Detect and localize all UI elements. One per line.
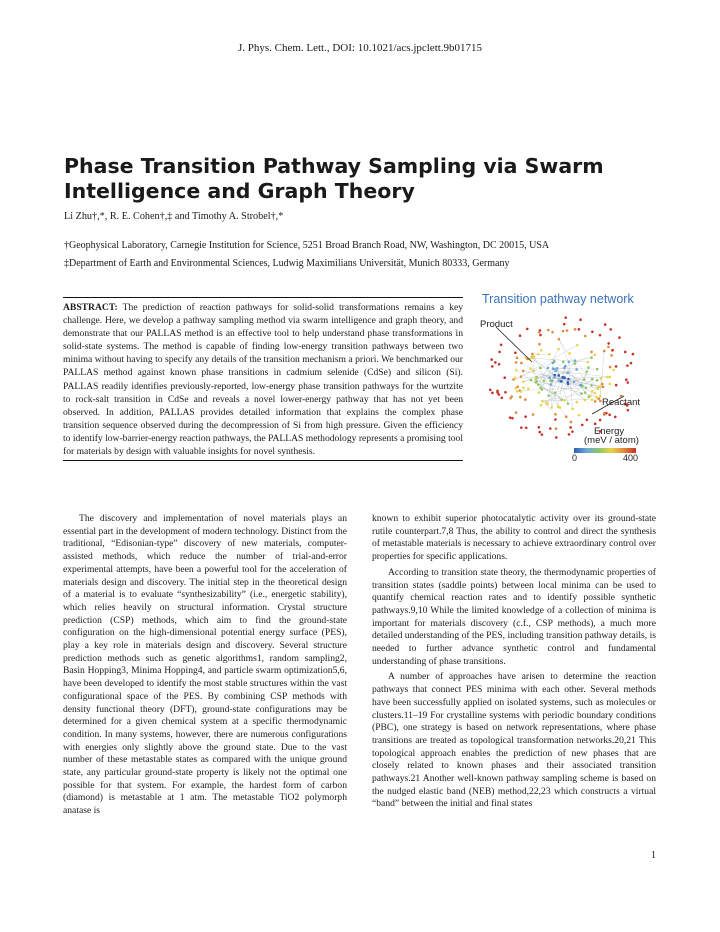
affiliations — [64, 237, 549, 273]
network-node — [534, 378, 537, 381]
network-node — [585, 387, 588, 390]
network-node — [580, 384, 583, 387]
network-node — [591, 330, 594, 333]
network-node — [538, 391, 541, 394]
network-node — [609, 376, 612, 379]
network-node — [573, 380, 576, 383]
network-node — [558, 338, 561, 341]
network-node — [509, 397, 512, 400]
network-node — [574, 359, 577, 362]
network-node — [547, 329, 550, 332]
network-node — [489, 389, 492, 392]
network-node — [522, 386, 525, 389]
network-node — [586, 361, 589, 364]
network-node — [589, 394, 592, 397]
network-node — [585, 370, 588, 373]
network-node — [519, 334, 522, 337]
page-number: 1 — [651, 850, 656, 861]
abstract-box — [63, 297, 463, 461]
scale-min-label: 0 — [572, 453, 578, 463]
network-node — [516, 357, 519, 360]
network-node — [509, 416, 512, 419]
network-node — [584, 335, 587, 338]
abstract-text: The prediction of reaction pathways for solid-solid transformations remains a key challenge. Here, we develop a pathway sampling method via swarm intelligence and graph theory, and demonstrate that our PALLAS method is an effective tool to help understand phase transformations in solid-state systems. The method is capable of finding low-energy transition pathways between two minima without having to specify any details of the transition mechanism a priori. We benchmarked our PALLAS method against known phase transitions in cadmium selenide (CdSe) and silicon (Si). PALLAS readily identifies previously-reported, low-energy phase transition pathways for the wurtzite to rock-salt transition in CdSe and reveals a novel lower-energy pathway that has not yet been observed. In addition, PALLAS provides detailed information that explains the complex phase transition sequence observed during the decompression of Si from high pressure. Given the efficiency to identify low-barrier-energy reaction pathways, the PALLAS methodology represents a promising tool for materials by design with valuable insights for novel synthesis. — [63, 302, 463, 458]
network-node — [607, 346, 610, 349]
network-node — [549, 427, 552, 430]
network-node — [515, 361, 518, 364]
network-node — [538, 426, 541, 429]
network-node — [498, 363, 501, 366]
network-node — [601, 383, 604, 386]
network-node — [571, 408, 574, 411]
network-node — [516, 390, 519, 393]
network-node — [557, 406, 560, 409]
network-node — [604, 323, 607, 326]
toc-graphic — [474, 292, 660, 464]
network-node — [564, 365, 567, 368]
network-node — [578, 328, 581, 331]
network-node — [618, 336, 621, 339]
network-node — [527, 387, 530, 390]
network-node — [569, 426, 572, 429]
network-node — [545, 401, 548, 404]
network-node — [612, 369, 615, 372]
network-node — [624, 351, 627, 354]
network-node — [504, 391, 507, 394]
network-node — [606, 376, 609, 379]
network-node — [522, 370, 525, 373]
paper-title: Phase Transition Pathway Sampling via Swarm Intelligence and Graph Theory — [64, 154, 604, 203]
network-node — [603, 350, 606, 353]
running-header: J. Phys. Chem. Lett., DOI: 10.1021/acs.jpclett.9b01715 — [237, 42, 483, 54]
network-node — [535, 381, 538, 384]
paragraph: A number of approaches have arisen to determine the reaction pathways that connect PES minima with each other. Several methods have been successfully applied on isolated systems, such as molecules or clusters.11–19 For crystalline systems with periodic boundary conditions (PBC), one strategy is based on network representations, where phase transitions are treated as topological transformation networks.20,21 This topological approach enables the prediction of new phases that are closely related to known phases and their associated transition pathways.21 Another well-known pathway sampling scheme is based on the nudged elastic band (NEB) method,22,23 which constructs a virtual “band” between the initial and final states — [372, 671, 656, 810]
network-node — [520, 390, 523, 393]
network-node — [609, 328, 612, 331]
network-node — [514, 351, 517, 354]
paragraph: According to transition state theory, the thermodynamic properties of transition states (saddle points) between local minima can be used to quantify chemical reaction rates and to identify possible synthetic pathways.9,10 While the limited knowledge of a collection of minima is important for materials discovery (c.f., CSP methods), a much more detailed understanding of the PES, including transition pathway details, is needed to further advance synthetic control and fundamental understanding of phase transitions. — [372, 566, 656, 667]
network-node — [520, 426, 523, 429]
network-node — [575, 368, 578, 371]
scale-max-label: 400 — [623, 453, 639, 463]
network-node — [600, 377, 603, 380]
network-node — [519, 396, 522, 399]
network-node — [568, 433, 571, 436]
network-node — [538, 343, 541, 346]
network-node — [564, 316, 567, 319]
network-node — [614, 416, 617, 419]
network-node — [491, 365, 494, 368]
energy-unit-label: (meV / atom) — [584, 435, 639, 446]
network-node — [520, 362, 523, 365]
network-node — [553, 360, 556, 363]
network-node — [562, 330, 565, 333]
network-node — [550, 380, 553, 383]
network-node — [539, 386, 542, 389]
network-node — [632, 353, 635, 356]
network-node — [524, 415, 527, 418]
network-node — [599, 419, 602, 422]
network-node — [501, 396, 504, 399]
network-node — [608, 383, 611, 386]
network-node — [590, 357, 593, 360]
network-node — [553, 376, 556, 379]
network-node — [590, 351, 593, 354]
network-node — [566, 329, 569, 332]
network-node — [615, 365, 618, 368]
network-node — [540, 349, 543, 352]
network-node — [555, 436, 558, 439]
network-node — [494, 361, 497, 364]
network-node — [570, 421, 573, 424]
network-node — [565, 415, 568, 418]
network-node — [522, 380, 525, 383]
network-node — [578, 414, 581, 417]
network-node — [603, 412, 606, 415]
network-node — [594, 392, 597, 395]
network-node — [539, 334, 542, 337]
network-node — [574, 362, 577, 365]
network-node — [552, 367, 555, 370]
network-node — [555, 370, 558, 373]
network-node — [590, 384, 593, 387]
network-node — [608, 413, 611, 416]
network-node — [563, 399, 566, 402]
network-node — [549, 383, 552, 386]
network-node — [516, 385, 519, 388]
body-column-left — [63, 513, 347, 818]
network-node — [597, 388, 600, 391]
network-node — [537, 383, 540, 386]
network-node — [584, 391, 587, 394]
network-node — [525, 426, 528, 429]
network-node — [515, 369, 518, 372]
network-node — [599, 334, 602, 337]
network-node — [580, 392, 583, 395]
network-node — [511, 417, 514, 420]
network-node — [591, 390, 594, 393]
network-node — [615, 384, 618, 387]
product-label: Product — [480, 319, 513, 330]
network-node — [607, 342, 610, 345]
network-node — [596, 368, 599, 371]
network-node — [626, 364, 629, 367]
network-node — [550, 406, 553, 409]
network-node — [587, 366, 590, 369]
network-node — [596, 379, 599, 382]
network-node — [586, 418, 589, 421]
network-node — [532, 413, 535, 416]
network-node — [626, 381, 629, 384]
network-node — [609, 366, 612, 369]
network-node — [597, 385, 600, 388]
network-node — [491, 392, 494, 395]
network-node — [594, 353, 597, 356]
network-node — [560, 380, 563, 383]
network-node — [557, 374, 560, 377]
abstract-label: ABSTRACT: — [63, 302, 118, 313]
network-node — [574, 328, 577, 331]
network-node — [515, 411, 518, 414]
body-column-right — [372, 513, 656, 811]
affiliation-2: ‡Department of Earth and Environmental Sciences, Ludwig Maximilians Universität, Munich 80333, Germany — [64, 258, 510, 269]
network-node — [630, 362, 633, 365]
energy-label: Energy — [594, 426, 625, 437]
network-node — [551, 331, 554, 334]
network-node — [591, 398, 594, 401]
network-node — [579, 318, 582, 321]
network-node — [547, 394, 550, 397]
network-node — [531, 353, 534, 356]
network-node — [602, 386, 605, 389]
network-node — [526, 328, 529, 331]
network-node — [524, 398, 527, 401]
toc-graphic-title: Transition pathway network — [482, 292, 634, 306]
author-list: Li Zhu†,*, R. E. Cohen†,‡ and Timothy A. Strobel†,* — [64, 211, 284, 222]
network-node — [566, 371, 569, 374]
network-node — [576, 344, 579, 347]
network-node — [496, 390, 499, 393]
network-node — [538, 331, 541, 334]
network-node — [490, 358, 493, 361]
network-node — [568, 352, 571, 355]
network-node — [627, 409, 630, 412]
network-node — [541, 400, 544, 403]
network-node — [555, 427, 558, 430]
network-node — [548, 353, 551, 356]
reactant-label: Reactant — [602, 397, 641, 408]
network-node — [529, 367, 532, 370]
network-node — [583, 378, 586, 381]
network-node — [560, 398, 563, 401]
network-node — [554, 418, 557, 421]
network-node — [567, 402, 570, 405]
network-node — [503, 376, 506, 379]
network-node — [594, 423, 597, 426]
network-node — [553, 374, 556, 377]
network-node — [547, 367, 550, 370]
network-node — [500, 343, 503, 346]
network-node — [571, 430, 574, 433]
network-node — [498, 351, 501, 354]
network-node — [611, 349, 614, 352]
network-node — [532, 370, 535, 373]
network-node — [556, 367, 559, 370]
network-node — [537, 353, 540, 356]
network-node — [557, 348, 560, 351]
network-node — [581, 424, 584, 427]
network-node — [531, 357, 534, 360]
network-node — [576, 401, 579, 404]
network-node — [597, 397, 600, 400]
network-node — [610, 354, 613, 357]
network-node — [595, 396, 598, 399]
network-node — [567, 378, 570, 381]
network-node — [520, 375, 523, 378]
network-node — [562, 361, 565, 364]
network-node — [567, 361, 570, 364]
paragraph: known to exhibit superior photocatalytic activity over its ground-state rutile counterpart.7,8 Thus, the ability to control and direct the synthesis of metastable materials is necessary to achieve extraordinary control over properties for specific applications. — [372, 513, 656, 563]
network-node — [591, 378, 594, 381]
network-node — [625, 378, 628, 381]
network-node — [530, 379, 533, 382]
network-node — [584, 399, 587, 402]
network-node — [539, 367, 542, 370]
network-node — [563, 377, 566, 380]
network-node — [538, 431, 541, 434]
network-node — [498, 393, 501, 396]
network-node — [548, 376, 551, 379]
network-node — [554, 413, 557, 416]
affiliation-1: †Geophysical Laboratory, Carnegie Institution for Science, 5251 Broad Branch Road, NW, Washington, DC 20015, USA — [64, 240, 550, 251]
network-node — [566, 381, 569, 384]
network-node — [540, 404, 543, 407]
network-node — [554, 391, 557, 394]
network-node — [563, 323, 566, 326]
network-node — [541, 433, 544, 436]
network-node — [557, 379, 560, 382]
network-node — [533, 355, 536, 358]
network-node — [594, 400, 597, 403]
network-node — [514, 377, 517, 380]
network-node — [543, 380, 546, 383]
paragraph: The discovery and implementation of novel materials plays an essential part in the development of modern technology. Distinct from the traditional, “Edisonian-type” discovery of new materials, computer-assisted methods, which reduce the number of trial-and-error experimental attempts, have been a powerful tool for the acceleration of materials design and discovery. The initial step in the theoretical design of a material is to evaluate “synthesizability” (i.e., energetic stability), which relies heavily on structural information. Crystal structure prediction (CSP) methods, which aim to find the ground-state configuration on the high-dimensional potential energy surface (PES), play a key role in materials design and discovery. Several structure prediction methods such as genetic algorithms1, random sampling2, Basin Hopping3, Minima Hopping4, and particle swarm optimization5,6, have been developed to identify the most stable structures within the vast configurational space of the PES. By combining CSP methods with density functional theory (DFT), ground-state configurations may be determined for a given chemical system at a specific thermodynamic condition. In many systems, however, there are numerous configurations with energies only slightly above the ground state. Due to the vast number of these metastable states as compared with the unique ground state, any particular ground-state property is likely not the optimal one possible for that system. For example, the hardest form of carbon (diamond) is metastable at 1 atm. The metastable TiO2 polymorph anatase is — [63, 513, 347, 817]
